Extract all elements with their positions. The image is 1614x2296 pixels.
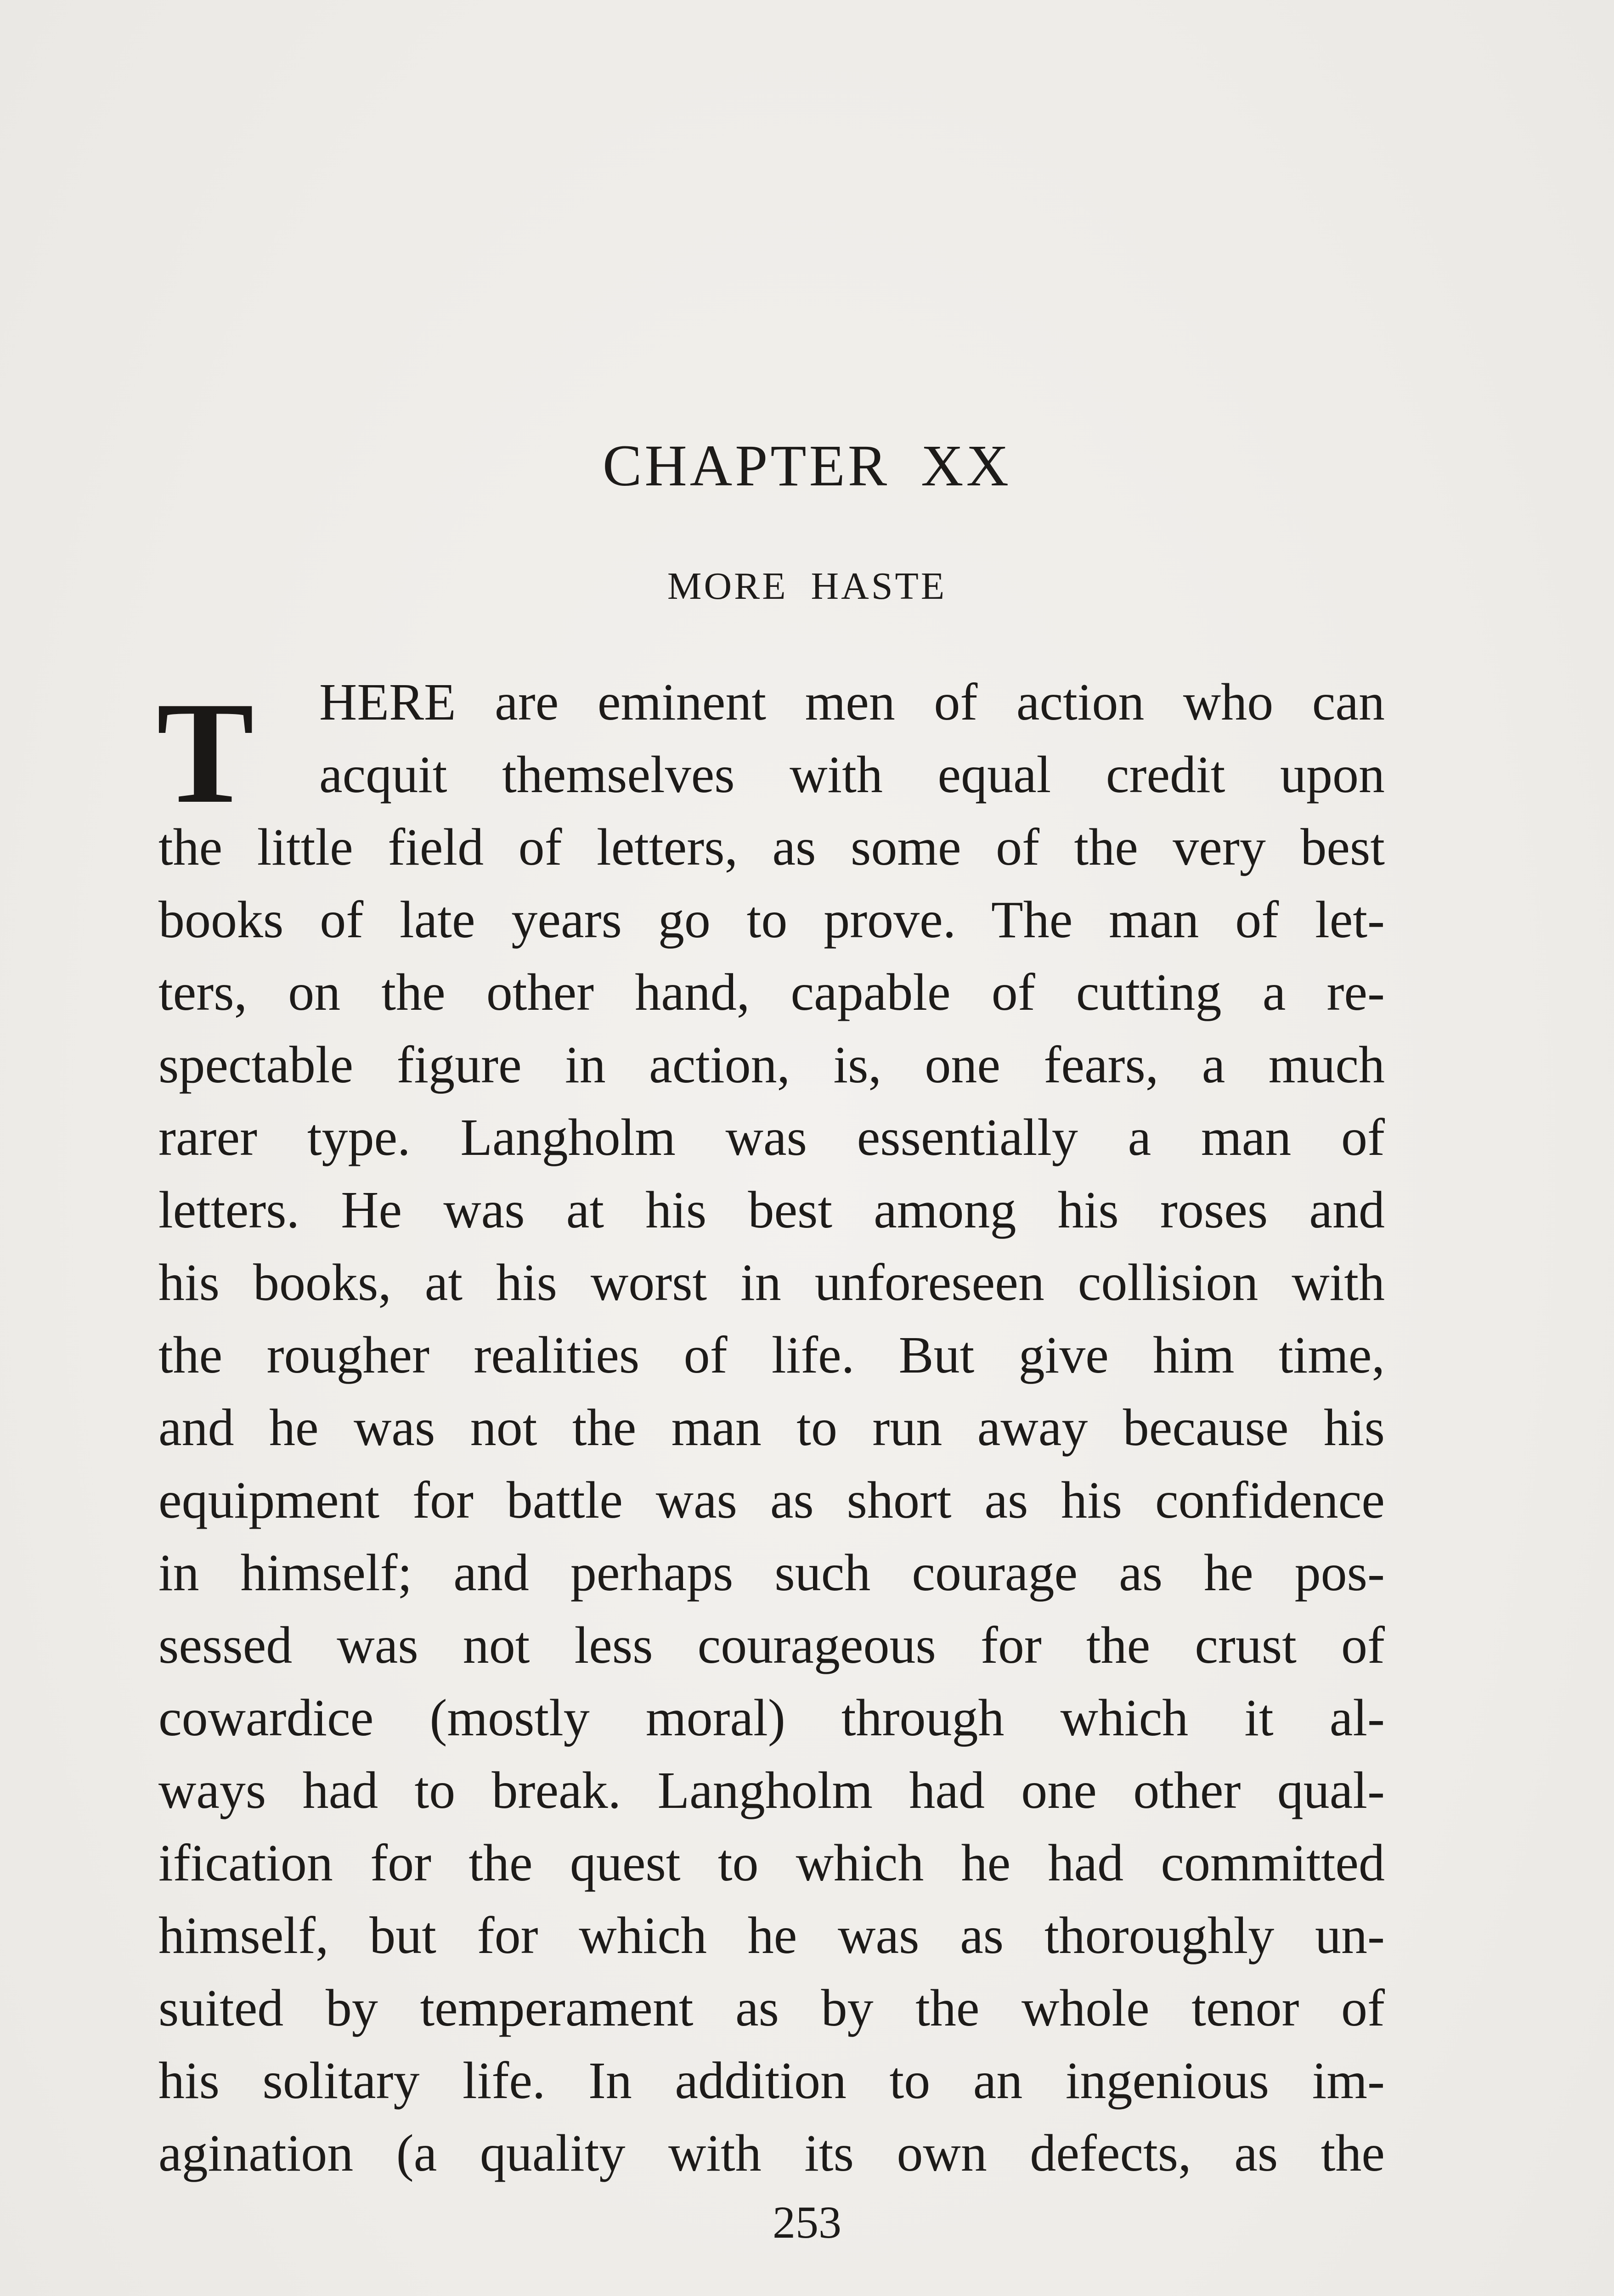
text-line: letters. He was at his best among his roses and <box>158 1181 1385 1239</box>
text-line: the little field of letters, as some of the very best <box>158 818 1385 876</box>
text-line: his solitary life. In addition to an ingenious im- <box>158 2051 1385 2110</box>
text-line: rarer type. Langholm was essentially a man of <box>158 1108 1385 1166</box>
text-line: agination (a quality with its own defects, as the <box>158 2124 1385 2182</box>
text-line: spectable figure in action, is, one fears, a much <box>158 1035 1385 1094</box>
text-line: in himself; and perhaps such courage as he pos- <box>158 1543 1385 1602</box>
text-line: equipment for battle was as short as his confidence <box>158 1471 1385 1529</box>
text-line: ters, on the other hand, capable of cutting a re- <box>158 963 1385 1021</box>
chapter-subtitle: MORE HASTE <box>667 565 947 608</box>
text-line: books of late years go to prove. The man of let- <box>158 890 1385 949</box>
text-line: and he was not the man to run away because his <box>158 1398 1385 1457</box>
text-line: cowardice (mostly moral) through which it al- <box>158 1688 1385 1747</box>
body-text <box>158 666 1385 2189</box>
text-line: HERE are eminent men of action who can <box>319 673 1385 731</box>
text-line: sessed was not less courageous for the crust of <box>158 1616 1385 1674</box>
text-line: suited by temperament as by the whole tenor of <box>158 1979 1385 2037</box>
page-number: 253 <box>773 2197 841 2248</box>
text-line: himself, but for which he was as thoroughly un- <box>158 1906 1385 1964</box>
text-line: his books, at his worst in unforeseen collision with <box>158 1253 1385 1311</box>
text-line: the rougher realities of life. But give him time, <box>158 1326 1385 1384</box>
chapter-title: CHAPTER XX <box>602 433 1012 498</box>
text-line: ways had to break. Langholm had one other qual- <box>158 1761 1385 1819</box>
text-line: acquit themselves with equal credit upon <box>319 745 1385 804</box>
text-line: ification for the quest to which he had committed <box>158 1834 1385 1892</box>
drop-cap: T <box>157 672 254 833</box>
